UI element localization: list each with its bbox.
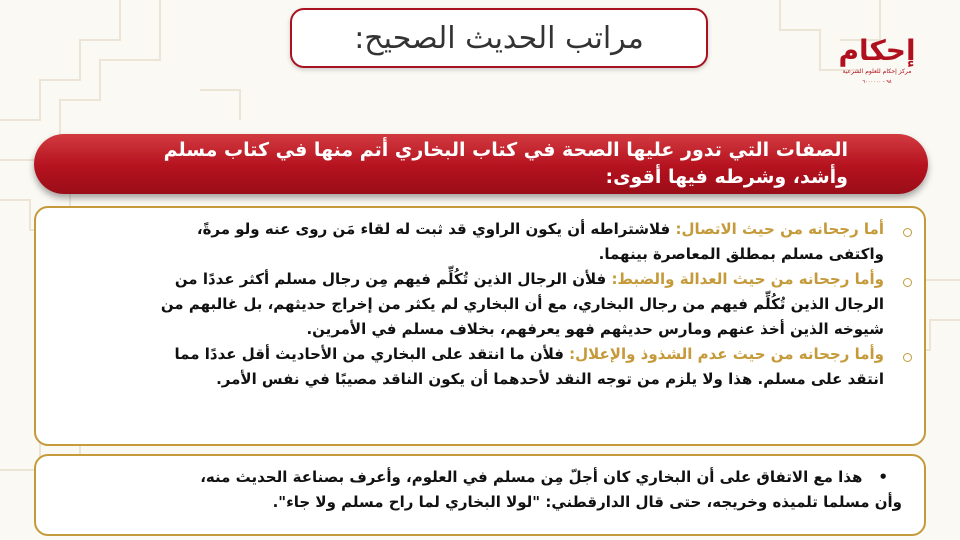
item-text: فلأن الرجال الذين تُكُلِّم فيهم مِن رجال مسلم أكثر عددًا من [174,270,612,288]
item-line: شيوخه الذين أخذ عنهم ومارس حديثهم فهو يعرفهم، بخلاف مسلم في الأمرين. [306,320,884,338]
item-line: واكتفى مسلم بمطلق المعاصرة بينهما. [598,245,884,263]
item-text: فلأن ما انتقد على البخاري من الأحاديث أقل عددًا مما [174,345,570,363]
logo-tagline: مركز إحكام للعلوم الشرعية [842,68,912,75]
svg-text:إحكام: إحكام [838,34,916,67]
item-heading: وأما رجحانه من حيث العدالة والضبط: [611,270,884,288]
note-box [34,454,926,536]
bullet-dot-icon: • [878,468,888,486]
banner-line-1: الصفات التي تدور عليها الصحة في كتاب البخاري أتم منها في كتاب مسلم [163,139,848,161]
logo [838,24,916,94]
item-line: الرجال الذين تُكُلِّم فيهم من رجال البخاري، مع أن البخاري لم يكثر من إخراج حديثهم، بل غالبهم من [160,295,884,313]
list-item-integrity [52,267,898,342]
circle-bullet-icon [903,353,912,362]
page-title: مراتب الحديث الصحيح: [354,20,644,56]
item-heading: وأما رجحانه من حيث عدم الشذوذ والإعلال: [569,345,884,363]
item-first-line [52,217,884,242]
item-heading: أما رجحانه من حيث الاتصال: [675,220,884,238]
title-box [290,8,708,68]
note-text-1: هذا مع الاتفاق على أن البخاري كان أجلّ مِن مسلم في العلوم، وأعرف بصناعة الحديث منه، [200,468,863,486]
circle-bullet-icon [903,278,912,287]
circle-bullet-icon [903,228,912,237]
list-item-connection [52,217,898,267]
reasons-box [34,206,926,446]
topic-banner [34,134,928,194]
item-text: فلاشتراطه أن يكون الراوي قد ثبت له لقاء مَن روى عنه ولو مرةً، [196,220,676,238]
item-first-line [52,267,884,292]
logo-mark-icon [838,28,916,67]
logo-subtext: ٩٨ - ٦٠٠٠٠٠٠ [862,79,892,85]
item-first-line [52,342,884,367]
banner-line-2: وأشد، وشرطه فيها أقوى: [605,166,848,188]
item-line: انتقد على مسلم. هذا ولا يلزم من توجه النقد لأحدهما أن يكون الناقد مصيبًا في نفس الأمر. [216,370,884,388]
list-item-irregularity [52,342,898,392]
note-line-1 [52,465,902,490]
note-line-2: وأن مسلما تلميذه وخريجه، حتى قال الدارقطني: "لولا البخاري لما راح مسلم ولا جاء". [272,493,902,511]
